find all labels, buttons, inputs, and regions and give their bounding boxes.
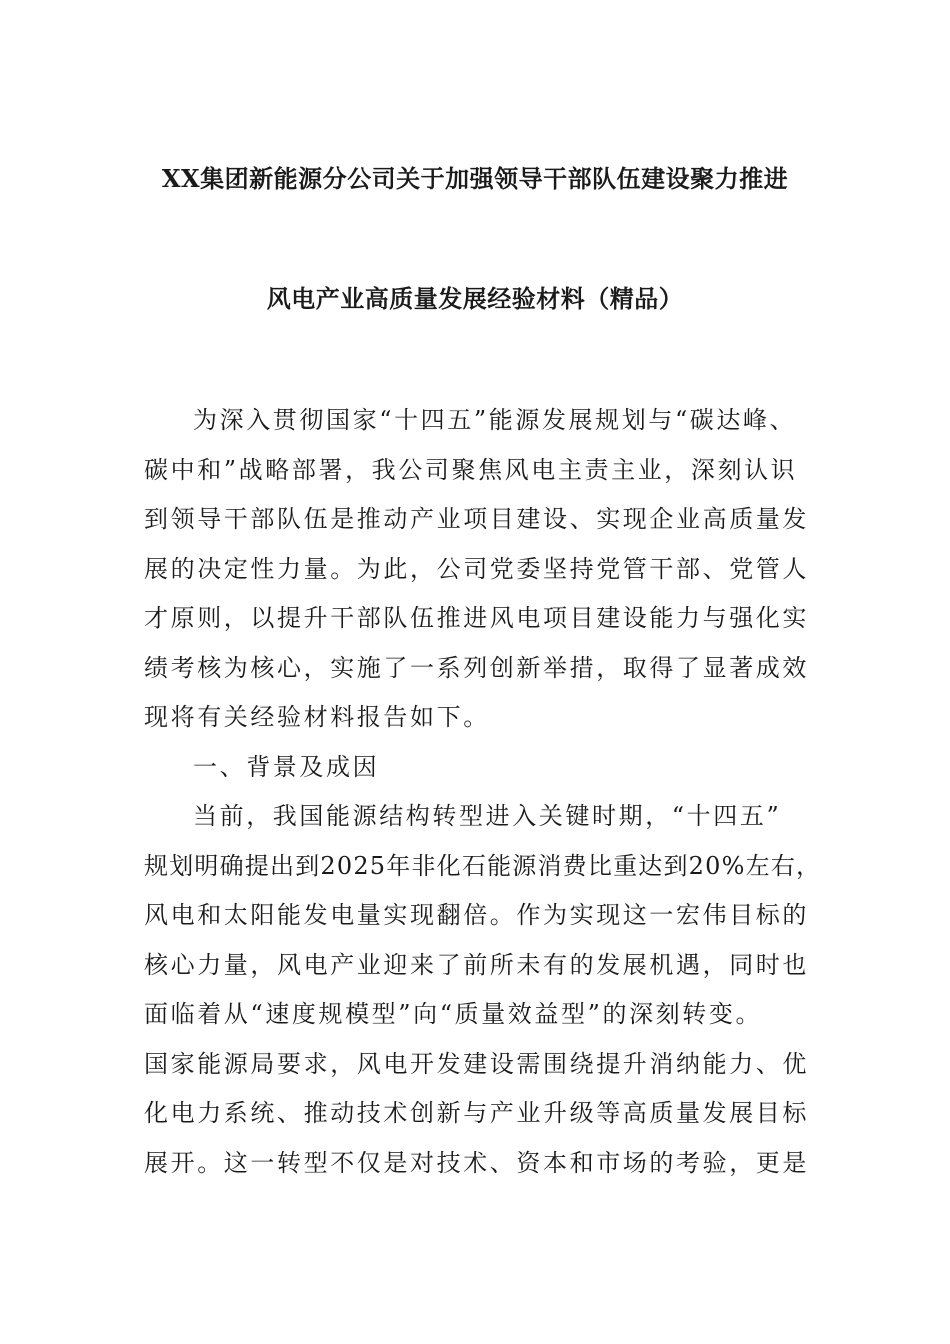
body-line: 才原则，以提升干部队伍推进风电项目建设能力与强化实 (144, 604, 809, 632)
document-body (144, 396, 834, 1188)
body-line: 国家能源局要求，风电开发建设需围绕提升消纳能力、优 (144, 1049, 809, 1078)
body-line: 当前，我国能源结构转型进入关键时期，“十四五” (193, 802, 782, 830)
body-line: 展的决定性力量。为此，公司党委坚持党管干部、党管人 (144, 554, 809, 583)
body-line: 核心力量，风电产业迎来了前所未有的发展机遇，同时也 (144, 950, 809, 979)
body-line: 为深入贯彻国家“十四五”能源发展规划与“碳达峰、 (193, 406, 797, 434)
body-line: 到领导干部队伍是推动产业项目建设、实现企业高质量发 (144, 505, 809, 533)
body-line: 碳中和”战略部署，我公司聚焦风电主责主业，深刻认识 (144, 455, 798, 484)
body-line: 风电和太阳能发电量实现翻倍。作为实现这一宏伟目标的 (144, 901, 809, 929)
document-title-line-1: XX集团新能源分公司关于加强领导干部队伍建设聚力推进 (161, 164, 789, 193)
body-line: 现将有关经验材料报告如下。 (144, 703, 490, 731)
document-title-line-2: 风电产业高质量发展经验材料（精品） (266, 284, 684, 313)
body-line: 面临着从“速度规模型”向“质量效益型”的深刻转变。 (144, 1000, 763, 1028)
section-heading: 一、背景及成因 (193, 752, 380, 781)
body-line: 展开。这一转型不仅是对技术、资本和市场的考验，更是 (144, 1148, 809, 1177)
body-line: 化电力系统、推动技术创新与产业升级等高质量发展目标 (144, 1099, 809, 1127)
body-line: 规划明确提出到2025年非化石能源消费比重达到20%左右， (144, 851, 822, 880)
body-line: 绩考核为核心，实施了一系列创新举措，取得了显著成效 (144, 653, 809, 682)
